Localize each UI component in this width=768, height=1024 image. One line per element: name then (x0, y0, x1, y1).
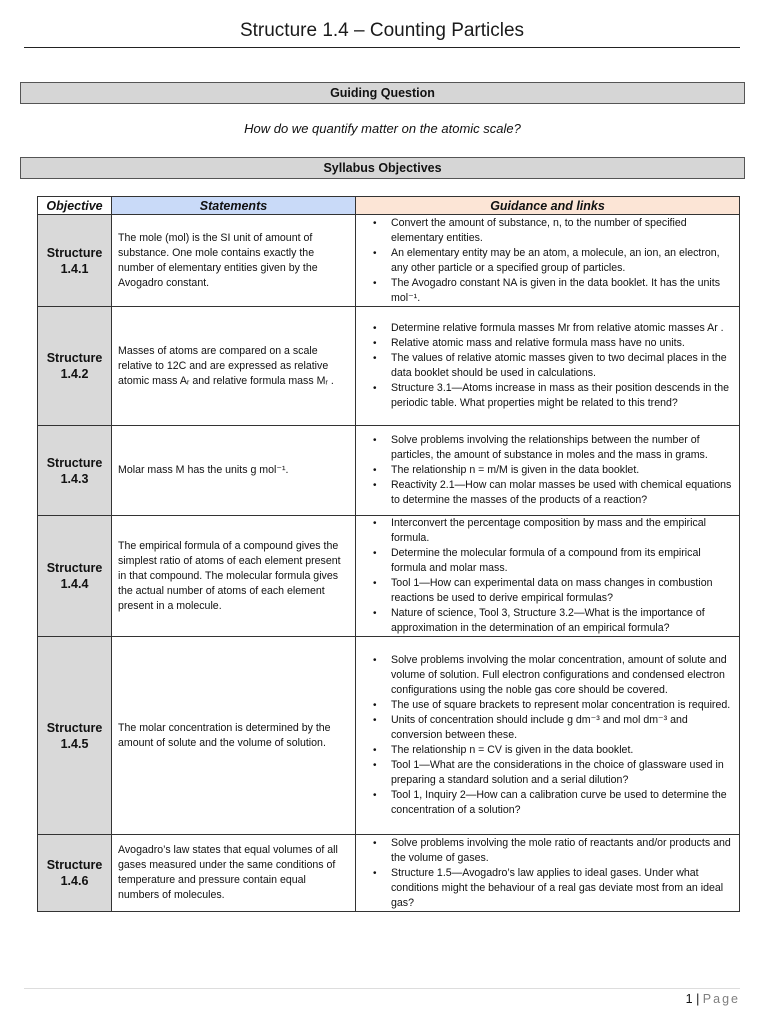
guidance-item: • Determine relative formula masses Mr from relative atomic masses Ar . (356, 321, 735, 336)
guidance-item: • An elementary entity may be an atom, a molecule, an ion, an electron, any other particle or a specified group of particles. (356, 246, 735, 276)
table-row (38, 215, 740, 307)
objective-number: 1.4.4 (60, 577, 89, 591)
guiding-question-header: Guiding Question (20, 82, 745, 104)
table-row (38, 516, 740, 637)
guidance-cell (356, 215, 740, 307)
column-header-statements: Statements (112, 197, 356, 215)
guidance-item: • The use of square brackets to represent molar concentration is required. (356, 698, 735, 713)
objective-cell (38, 215, 112, 307)
guidance-list (356, 216, 735, 306)
guidance-cell (356, 637, 740, 835)
objective-cell (38, 426, 112, 516)
table-header-row (38, 197, 740, 215)
objective-cell (38, 637, 112, 835)
guidance-cell (356, 516, 740, 637)
objective-cell (38, 307, 112, 426)
objective-number: 1.4.5 (60, 736, 89, 751)
document-title: Structure 1.4 – Counting Particles (24, 20, 740, 48)
guidance-item: • The values of relative atomic masses given to two decimal places in the data booklet should be used in calculations. (356, 351, 735, 381)
guidance-item: • Relative atomic mass and relative formula mass have no units. (356, 336, 735, 351)
table-row (38, 637, 740, 835)
objective-label: Structure (46, 455, 103, 470)
objective-number: 1.4.2 (60, 367, 89, 381)
guidance-item: • Interconvert the percentage composition by mass and the empirical formula. (356, 516, 735, 546)
objective-label: Structure (46, 858, 103, 872)
guidance-cell (356, 307, 740, 426)
objective-cell (38, 516, 112, 637)
guidance-item: • Determine the molecular formula of a compound from its empirical formula and molar mass. (356, 546, 735, 576)
objective-label: Structure (46, 720, 103, 735)
objective-number: 1.4.6 (60, 874, 89, 888)
table-row (38, 307, 740, 426)
statement-cell: The empirical formula of a compound gives the simplest ratio of atoms of each element present in that compound. The molecular formula gives the actual number of atoms of each element present in a molecule. (112, 516, 356, 637)
objective-number: 1.4.3 (60, 471, 89, 486)
guidance-item: • The Avogadro constant NA is given in the data booklet. It has the units mol⁻¹. (356, 276, 735, 306)
table-row (38, 835, 740, 912)
guidance-item: • The relationship n = CV is given in the data booklet. (356, 743, 735, 758)
statement-cell: Masses of atoms are compared on a scale relative to 12C and are expressed as relative atomic mass Aᵣ and relative formula mass Mᵣ . (112, 307, 356, 426)
statement-cell: Avogadro’s law states that equal volumes of all gases measured under the same conditions of temperature and pressure contain equal numbers of molecules. (112, 835, 356, 912)
guidance-cell (356, 426, 740, 516)
page-footer (24, 988, 740, 1006)
guidance-list (356, 321, 735, 411)
guidance-item: • Tool 1—What are the considerations in the choice of glassware used in preparing a standard solution and a serial dilution? (356, 758, 735, 788)
objective-label: Structure (46, 351, 103, 365)
column-header-guidance: Guidance and links (356, 197, 740, 215)
guidance-item: • Reactivity 2.1—How can molar masses be used with chemical equations to determine the masses of the products of a reaction? (356, 478, 735, 508)
guidance-item: • Convert the amount of substance, n, to the number of specified elementary entities. (356, 216, 735, 246)
guidance-item: • Nature of science, Tool 3, Structure 3.2—What is the importance of approximation in the determination of an empirical formula? (356, 606, 735, 636)
guidance-list (356, 836, 735, 911)
guidance-item: • Solve problems involving the molar concentration, amount of solute and volume of solution. Full electron configurations and condensed electron configurations using the noble gas core should be covered. (356, 653, 735, 698)
guidance-item: • Solve problems involving the relationships between the number of particles, the amount of substance in moles and the mass in grams. (356, 433, 735, 463)
page-separator: | (692, 992, 703, 1006)
guidance-item: • Units of concentration should include g dm⁻³ and mol dm⁻³ and conversion between these. (356, 713, 735, 743)
guiding-question-text: How do we quantify matter on the atomic scale? (244, 121, 521, 136)
guidance-list (356, 433, 735, 508)
guidance-item: • The relationship n = m/M is given in the data booklet. (356, 463, 735, 478)
guidance-list (356, 653, 735, 818)
table-row (38, 426, 740, 516)
objective-cell (38, 835, 112, 912)
column-header-objective: Objective (38, 197, 112, 215)
guidance-cell (356, 835, 740, 912)
guidance-item: • Tool 1, Inquiry 2—How can a calibration curve be used to determine the concentration of a solution? (356, 788, 735, 818)
table-body (38, 215, 740, 912)
statement-cell: Molar mass M has the units g mol⁻¹. (112, 426, 356, 516)
page-label: Page (702, 992, 740, 1006)
guidance-item: • Solve problems involving the mole ratio of reactants and/or products and the volume of gases. (356, 836, 735, 866)
statement-cell: The molar concentration is determined by the amount of solute and the volume of solution. (112, 637, 356, 835)
objectives-table (37, 196, 740, 912)
objective-label: Structure (46, 561, 103, 575)
guidance-item: • Structure 1.5—Avogadro’s law applies to ideal gases. Under what conditions might the behaviour of a real gas deviate most from an ideal gas? (356, 866, 735, 911)
page-number: 1 (685, 992, 693, 1006)
guidance-item: • Structure 3.1—Atoms increase in mass as their position descends in the periodic table. What properties might be related to this trend? (356, 381, 735, 411)
guidance-list (356, 516, 735, 636)
syllabus-objectives-header: Syllabus Objectives (20, 157, 745, 179)
statement-cell: The mole (mol) is the SI unit of amount of substance. One mole contains exactly the number of elementary entities given by the Avogadro constant. (112, 215, 356, 307)
objective-label: Structure (46, 245, 103, 260)
objective-number: 1.4.1 (60, 261, 89, 276)
guidance-item: • Tool 1—How can experimental data on mass changes in combustion reactions be used to derive empirical formulas? (356, 576, 735, 606)
